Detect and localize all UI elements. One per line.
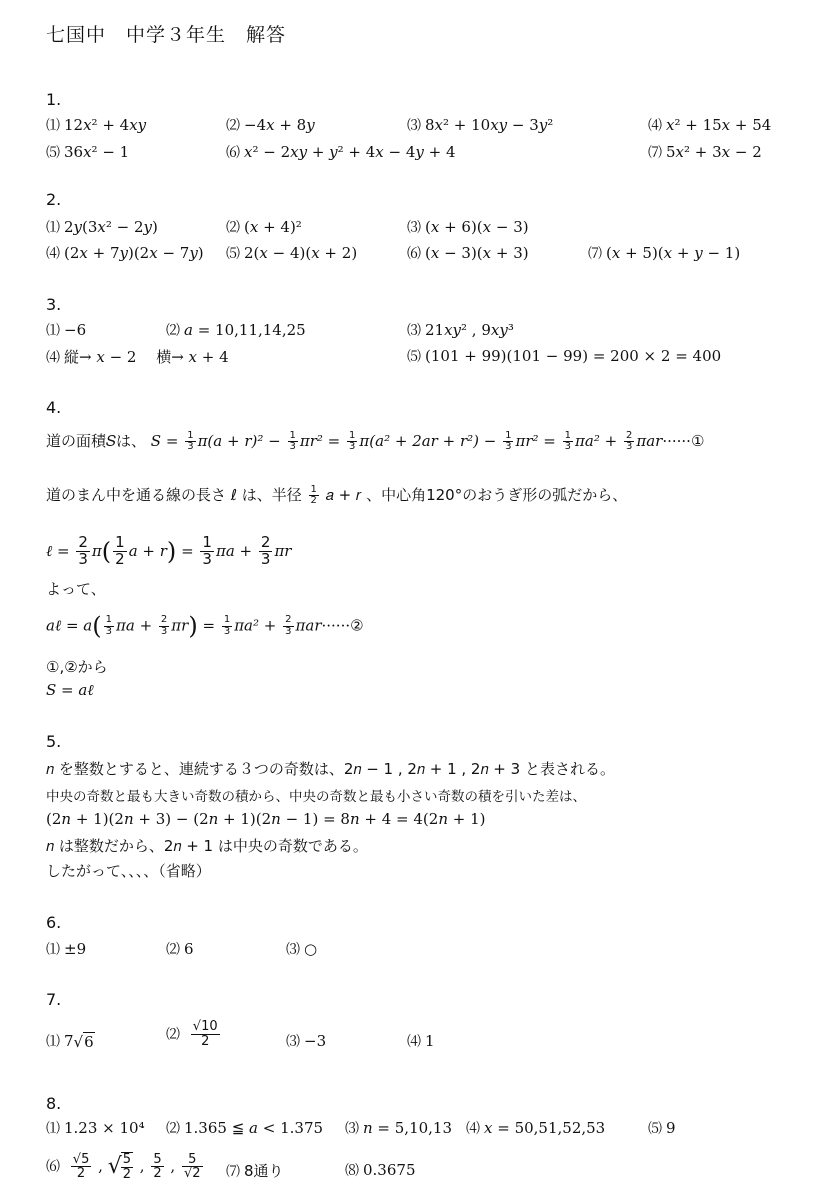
question-5-number: 5.	[46, 732, 62, 751]
q7-item-2: ⑵ $\frac{√10}{2}$	[166, 1019, 218, 1049]
q2-item-6: ⑹ (𝑥 − 3)(𝑥 + 3)	[407, 244, 529, 262]
circled-2: ②	[350, 616, 364, 635]
question-6-number: 6.	[46, 913, 62, 932]
q3-item-2: ⑵ 𝑎 = 10,11,14,25	[166, 321, 306, 339]
q2-item-5: ⑸ 2(𝑥 − 4)(𝑥 + 2)	[226, 244, 358, 262]
q7-item-1: ⑴ 7√6	[46, 1032, 94, 1051]
q4-length-equation: ℓ = $\frac{2}{3}$ π( $\frac{1}{2}$ 𝑎 + 𝑟) = $\frac{1}{3}$ π𝑎 + $\frac{2}{3}$ π𝑟	[46, 533, 292, 568]
q1-item-2: ⑵ −4𝑥 + 8𝑦	[226, 116, 315, 134]
q6-item-3: ⑶ ○	[286, 940, 318, 958]
q7-item-3: ⑶ −3	[286, 1032, 327, 1050]
q6-item-2: ⑵ 6	[166, 940, 194, 958]
q1-item-4: ⑷ 𝑥² + 15𝑥 + 54	[648, 116, 772, 134]
q4-length-text: 道のまん中を通る線の長さ ℓ は、半径 $\frac{1}{2}$ 𝑎 + 𝑟 、中心角120°のおうぎ形の弧だから、	[46, 483, 628, 506]
q1-item-7: ⑺ 5𝑥² + 3𝑥 − 2	[648, 143, 762, 161]
page-title: 七国中 中学３年生 解答	[46, 24, 287, 46]
q1-item-6: ⑹ 𝑥² − 2𝑥𝑦 + 𝑦² + 4𝑥 − 4𝑦 + 4	[226, 143, 456, 161]
q2-item-4: ⑷ (2𝑥 + 7𝑦)(2𝑥 − 7𝑦)	[46, 244, 204, 262]
question-3-number: 3.	[46, 295, 62, 314]
q5-line-3: (2𝑛 + 1)(2𝑛 + 3) − (2𝑛 + 1)(2𝑛 − 1) = 8𝑛 + 4 = 4(2𝑛 + 1)	[46, 810, 486, 828]
question-2-number: 2.	[46, 190, 62, 209]
q5-line-2: 中央の奇数と最も大きい奇数の積から、中央の奇数と最も小さい奇数の積を引いた差は、	[46, 789, 586, 805]
q7-item-4: ⑷ 1	[407, 1032, 435, 1050]
q3-item-5: ⑸ (101 + 99)(101 − 99) = 200 × 2 = 400	[407, 347, 722, 365]
question-7-number: 7.	[46, 990, 62, 1009]
q8-item-3: ⑶ 𝑛 = 5,10,13	[345, 1119, 453, 1137]
q1-item-5: ⑸ 36𝑥² − 1	[46, 143, 130, 161]
question-1-number: 1.	[46, 90, 62, 109]
q5-line-5: したがって、、、、（省略）	[46, 862, 211, 880]
q4-area-equation: 道の面積𝑆は、 𝑆 = $\frac{1}{3}$ π(𝑎 + 𝑟)² − $\frac{1}{3}$ π𝑟² = $\frac{1}{3}$ π(𝑎² + 2𝑎𝑟 + 𝑟²) − $\frac{1}{3}$ π𝑟² = $\frac{1}{3}$ π𝑎² + $\frac{2}{3}$ π𝑎𝑟······①	[46, 429, 705, 452]
question-8-number: 8.	[46, 1094, 62, 1113]
q2-item-3: ⑶ (𝑥 + 6)(𝑥 − 3)	[407, 218, 529, 236]
q1-item-3: ⑶ 8𝑥² + 10𝑥𝑦 − 3𝑦²	[407, 116, 554, 134]
q3-item-4: ⑷ 縦→ 𝑥 − 2 横→ 𝑥 + 4	[46, 348, 229, 366]
q5-line-1: 𝑛 を整数とすると、連続する３つの奇数は、2𝑛 − 1 , 2𝑛 + 1 , 2𝑛 + 3 と表される。	[46, 760, 615, 778]
q4-yotte: よって、	[46, 580, 106, 598]
q5-line-4: 𝑛 は整数だから、2𝑛 + 1 は中央の奇数である。	[46, 837, 368, 855]
q4-conclusion-b: 𝑆 = 𝑎ℓ	[46, 681, 94, 699]
q8-item-1: ⑴ 1.23 × 10⁴	[46, 1119, 145, 1137]
q2-item-2: ⑵ (𝑥 + 4)²	[226, 218, 302, 236]
q6-item-1: ⑴ ±9	[46, 940, 87, 958]
q3-item-3: ⑶ 21𝑥𝑦² , 9𝑥𝑦³	[407, 321, 514, 339]
q8-item-8: ⑻ 0.3675	[345, 1161, 416, 1179]
q4-conclusion-a: ①,②から	[46, 658, 108, 676]
q4-al-equation: 𝑎ℓ = 𝑎( $\frac{1}{3}$ π𝑎 + $\frac{2}{3}$ π𝑟) = $\frac{1}{3}$ π𝑎² + $\frac{2}{3}$ π𝑎𝑟······②	[46, 612, 364, 640]
q8-item-5: ⑸ 9	[648, 1119, 676, 1137]
question-4-number: 4.	[46, 398, 62, 417]
q8-item-7: ⑺ 8通り	[226, 1162, 284, 1180]
q8-item-4: ⑷ 𝑥 = 50,51,52,53	[466, 1119, 606, 1137]
q8-item-6: ⑹ $\frac{√5}{2}$ , √ $\frac{5}{2}$ , $\frac{5}{2}$ , $\frac{5}{√2}$	[46, 1151, 201, 1182]
circled-1: ①	[690, 432, 705, 450]
q3-item-1: ⑴ −6	[46, 321, 87, 339]
q8-item-2: ⑵ 1.365 ≦ 𝑎 < 1.375	[166, 1119, 324, 1137]
q2-item-7: ⑺ (𝑥 + 5)(𝑥 + 𝑦 − 1)	[588, 244, 741, 262]
q1-item-1: ⑴ 12𝑥² + 4𝑥𝑦	[46, 116, 147, 134]
q2-item-1: ⑴ 2𝑦(3𝑥² − 2𝑦)	[46, 218, 158, 236]
